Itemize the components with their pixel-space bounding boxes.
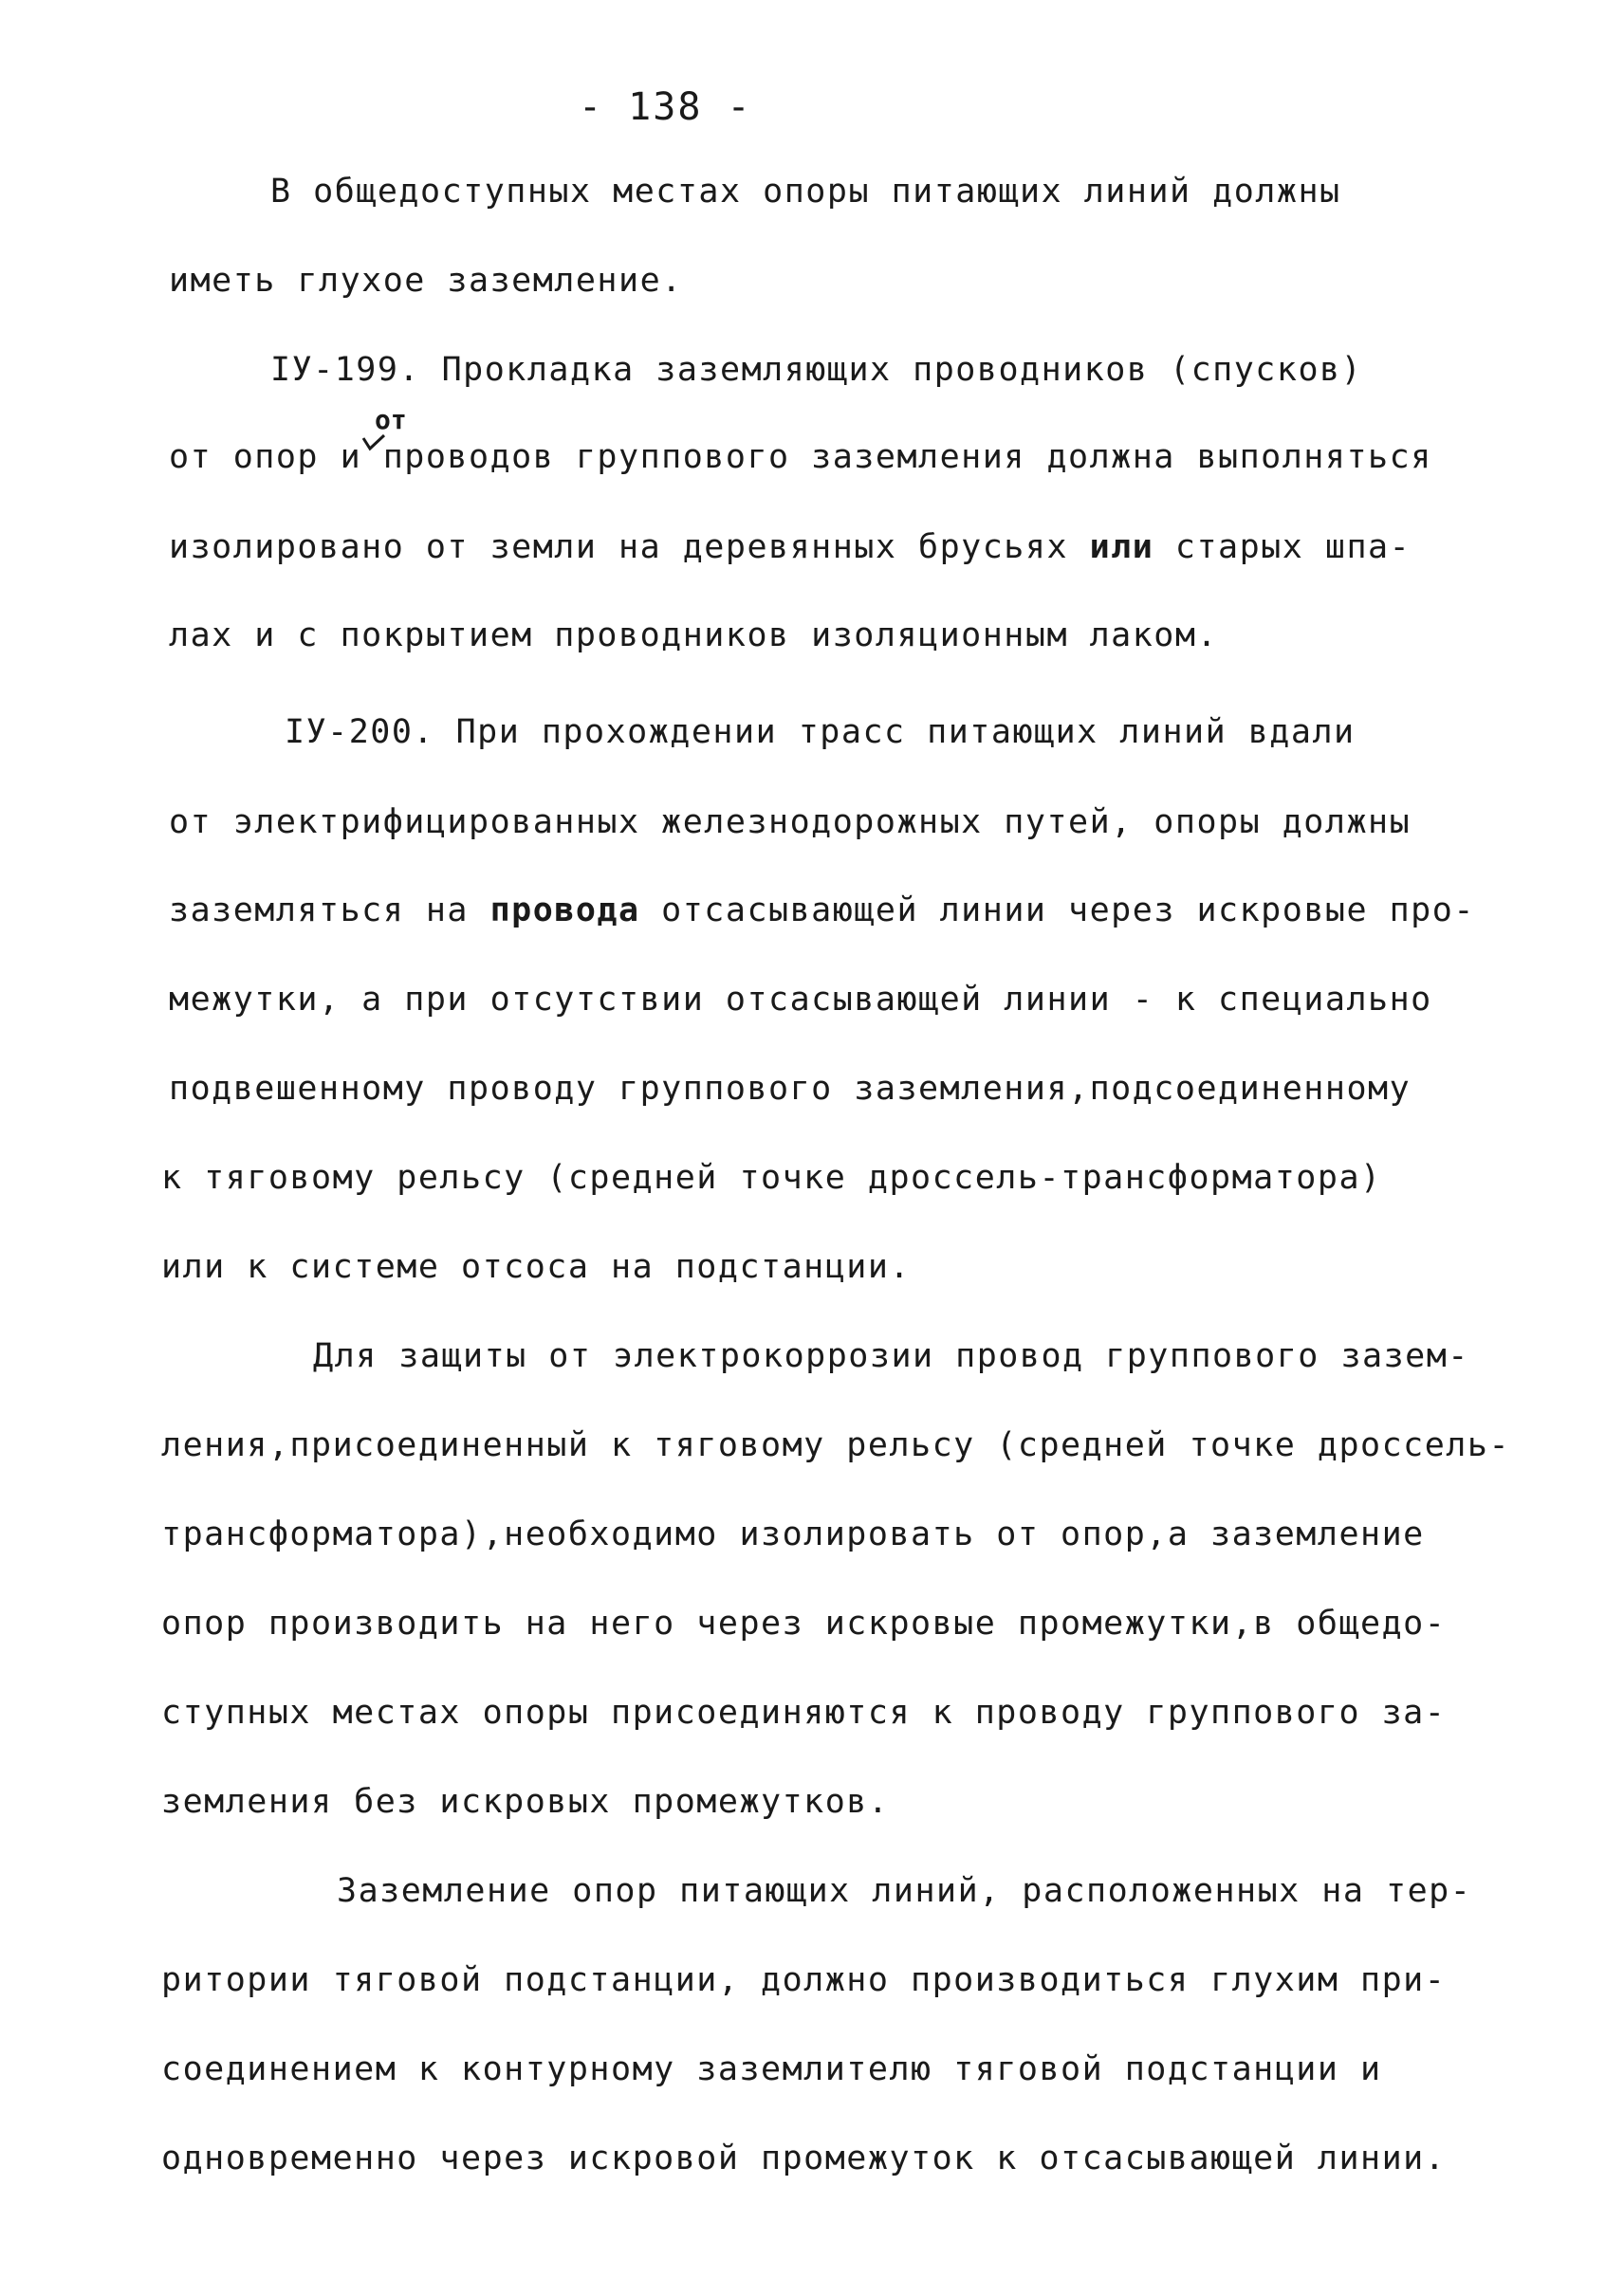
text-fragment: изолировано от земли на деревянных брусьях <box>169 528 1090 566</box>
text-line: соединением к контурному заземлителю тяговой подстанции и <box>161 2050 1382 2088</box>
page-number: - 138 - <box>579 85 752 129</box>
bold-correction: или <box>1089 528 1154 566</box>
text-fragment: проводов группового заземления должна выполняться <box>382 438 1432 476</box>
text-line: или к системе отсоса на подстанции. <box>161 1248 912 1286</box>
text-line <box>169 526 1411 568</box>
text-line: земления без искровых промежутков. <box>161 1783 890 1821</box>
text-fragment: заземляться на <box>169 891 490 929</box>
text-fragment: старых шпа- <box>1153 528 1412 566</box>
text-line: лах и с покрытием проводников изоляционным лаком. <box>169 616 1219 654</box>
text-line <box>169 890 1475 931</box>
text-line: межутки, а при отсутствии отсасывающей линии - к специально <box>169 981 1432 1019</box>
section-heading-line: IУ-199. Прокладка заземляющих проводников (спусков) <box>270 351 1363 389</box>
paragraph-first-line: Для защиты от электрокоррозии провод группового зазем- <box>313 1337 1469 1375</box>
section-heading-line: IУ-200. При прохождении трасс питающих линий вдали <box>285 713 1356 751</box>
text-line: от электрифицированных железнодорожных путей, опоры должны <box>169 803 1412 841</box>
bold-correction: провода <box>489 891 640 929</box>
text-line: подвешенному проводу группового заземления,подсоединенному <box>169 1070 1412 1108</box>
text-line: ления,присоединенный к тяговому рельсу (средней точке дроссель- <box>161 1426 1511 1464</box>
text-line: одновременно через искровой промежуток к отсасывающей линии. <box>161 2140 1447 2177</box>
text-line: трансформатора),необходимо изолировать от опор,а заземление <box>161 1515 1425 1553</box>
text-line: ступных местах опоры присоединяются к проводу группового за- <box>161 1694 1447 1732</box>
text-line: опор производить на него через искровые промежутки,в общедо- <box>161 1605 1447 1643</box>
text-line: иметь глухое заземление. <box>169 262 683 300</box>
text-fragment: отсасывающей линии через искровые про- <box>639 891 1475 929</box>
handwritten-insertion: от <box>375 404 407 435</box>
text-line: к тяговому рельсу (средней точке дроссель-трансформатора) <box>161 1159 1382 1197</box>
paragraph-first-line: Заземление опор питающих линий, расположенных на тер- <box>337 1872 1472 1910</box>
text-fragment: от опор и <box>169 438 383 476</box>
text-line: В общедоступных местах опоры питающих линий должны <box>270 173 1341 211</box>
text-line: ритории тяговой подстанции, должно производиться глухим при- <box>161 1961 1447 1999</box>
text-line <box>169 436 1432 478</box>
